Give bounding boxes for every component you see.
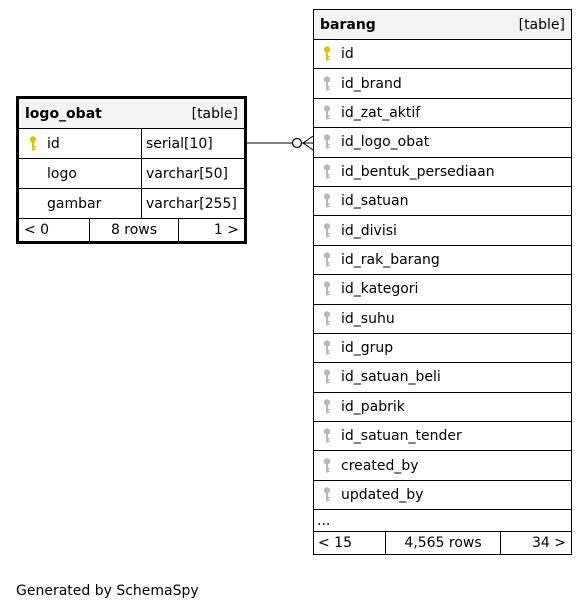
crows-foot-upper (303, 136, 313, 143)
column-name: id_divisi (341, 222, 397, 239)
row-count: 8 rows (89, 219, 179, 241)
column-name: id_grup (341, 340, 394, 357)
column-type: serial[10] (141, 129, 244, 158)
table-kind: [table] (191, 105, 238, 122)
column-name: gambar (47, 195, 102, 212)
column-name: id (47, 135, 60, 152)
column-type: varchar[50] (141, 159, 244, 188)
crows-foot-lower (303, 143, 313, 150)
column-name: id_satuan (341, 193, 409, 210)
column-type: varchar[255] (141, 189, 244, 218)
column-name: id_rak_barang (341, 251, 440, 268)
table-kind: [table] (518, 16, 565, 33)
column-name: created_by (341, 457, 419, 474)
column-name: id_bentuk_persediaan (341, 163, 495, 180)
table-name: logo_obat (25, 105, 102, 122)
column-name: id_zat_aktif (341, 104, 421, 121)
column-name: id_satuan_tender (341, 428, 462, 445)
column-name: updated_by (341, 487, 424, 504)
column-name: id_brand (341, 75, 402, 92)
column-name: id_kategori (341, 281, 419, 298)
column-name: logo (47, 165, 77, 182)
next-count[interactable]: 1 > (213, 222, 239, 238)
row-count: 4,565 rows (385, 532, 501, 554)
prev-count[interactable]: < 0 (24, 222, 50, 238)
table-name: barang (320, 16, 376, 33)
next-count[interactable]: 34 > (532, 535, 566, 552)
more-columns-indicator: ... (314, 510, 571, 532)
column-name: id_logo_obat (341, 134, 430, 151)
column-name: id_suhu (341, 310, 395, 327)
column-name: id_satuan_beli (341, 369, 441, 386)
column-name: id_pabrik (341, 398, 405, 415)
zero-cardinality-circle (293, 139, 302, 148)
column-name: id (341, 46, 354, 63)
generator-credit: Generated by SchemaSpy (16, 583, 199, 599)
prev-count[interactable]: < 15 (318, 535, 352, 552)
